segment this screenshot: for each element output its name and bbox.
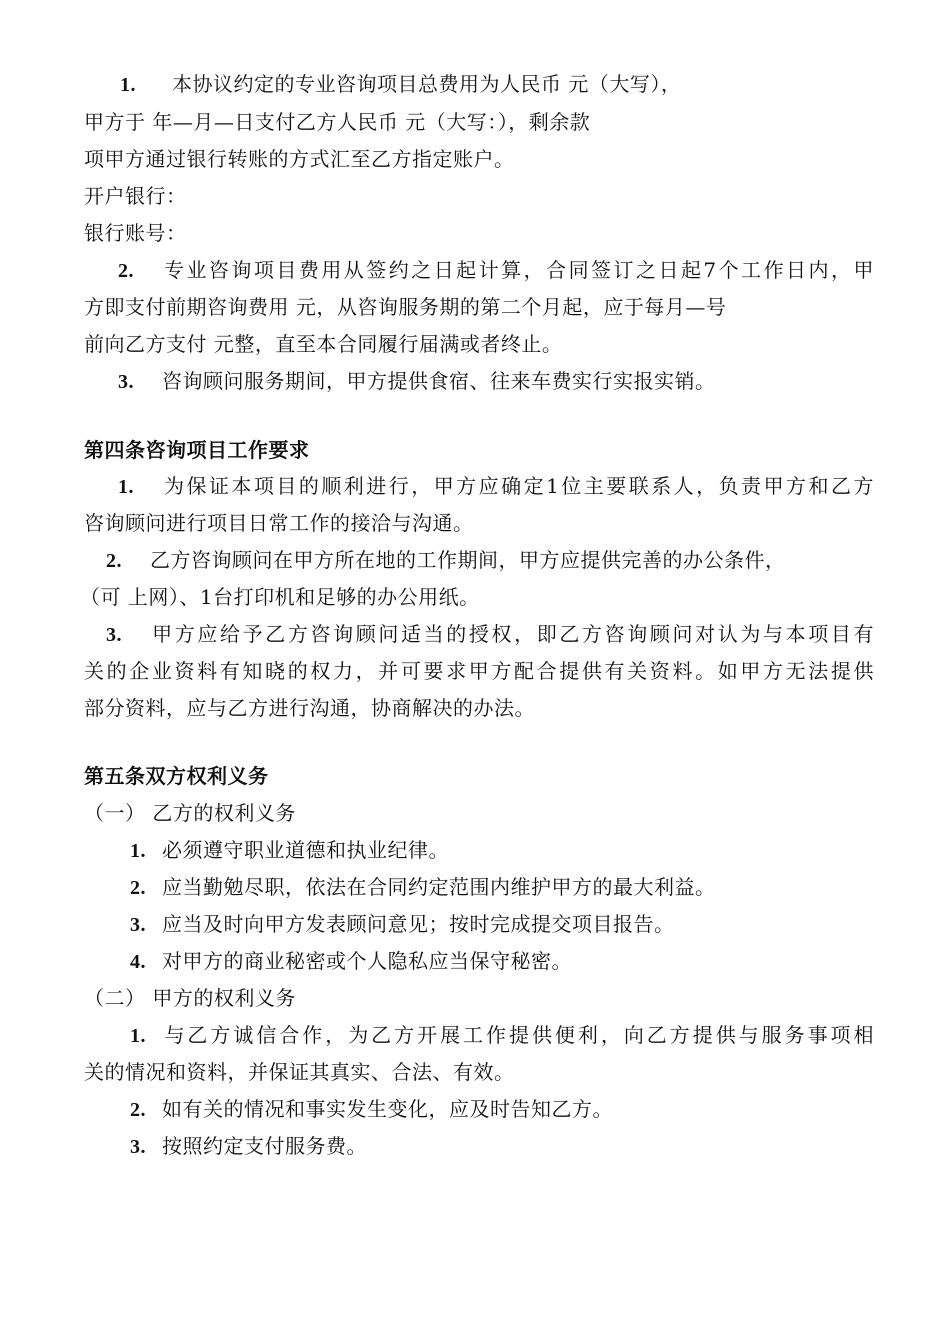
article-4-item-3-text-1: 甲方应给予乙方咨询顾问适当的授权，即乙方咨询顾问对认为与本项目有	[150, 622, 874, 646]
payment-item-1-number: 1.	[120, 74, 136, 96]
article-4-item-1-text-1: 为保证本项目的顺利进行，甲方应确定1位主要联系人，负责甲方和乙方	[162, 474, 874, 498]
party-b-item-4-number: 4.	[130, 951, 146, 973]
party-b-item-4-text: 对甲方的商业秘密或个人隐私应当保守秘密。	[162, 949, 572, 973]
party-a-item-3-number: 3.	[130, 1136, 146, 1158]
payment-item-2-line-2: 方即支付前期咨询费用 元，从咨询服务期的第二个月起，应于每月—号	[84, 295, 727, 319]
party-b-item-1-text: 必须遵守职业道德和执业纪律。	[162, 838, 449, 862]
party-b-item-3	[130, 910, 675, 939]
party-b-item-3-number: 3.	[130, 914, 146, 936]
payment-item-3-line-1	[118, 367, 716, 396]
party-a-item-3	[130, 1132, 367, 1161]
article-4-item-3-line-1	[106, 620, 874, 649]
party-b-item-2-number: 2.	[130, 877, 146, 899]
article-4-item-3-number: 3.	[106, 624, 122, 646]
party-b-item-3-text: 应当及时向甲方发表顾问意见；按时完成提交项目报告。	[162, 912, 675, 936]
party-a-item-2	[130, 1095, 613, 1124]
party-a-item-1-line-1	[130, 1021, 874, 1050]
party-a-item-2-text: 如有关的情况和事实发生变化，应及时告知乙方。	[162, 1097, 613, 1121]
bank-name-label: 开户银行：	[84, 184, 187, 208]
article-4-item-3-line-2: 关的企业资料有知晓的权力，并可要求甲方配合提供有关资料。如甲方无法提供	[84, 659, 874, 683]
payment-item-1-text-1: 本协议约定的专业咨询项目总费用为人民币 元（大写），	[172, 72, 682, 96]
article-4-item-2-line-1	[106, 546, 786, 575]
article-4-item-1-line-1	[118, 472, 874, 501]
party-a-item-1-line-2: 关的情况和资料，并保证其真实、合法、有效。	[84, 1060, 515, 1084]
party-b-item-1	[130, 836, 449, 865]
article-4-item-2-text-1: 乙方咨询顾问在甲方所在地的工作期间，甲方应提供完善的办公条件，	[150, 548, 786, 572]
party-b-duties-label: （一） 乙方的权利义务	[84, 801, 296, 825]
party-b-item-2-text: 应当勤勉尽职，依法在合同约定范围内维护甲方的最大利益。	[162, 875, 716, 899]
party-a-item-1-number: 1.	[130, 1025, 146, 1047]
article-4-item-3-line-3: 部分资料，应与乙方进行沟通，协商解决的办法。	[84, 696, 535, 720]
article-4-item-1-line-2: 咨询顾问进行项目日常工作的接洽与沟通。	[84, 511, 474, 535]
article-4-item-2-number: 2.	[106, 550, 122, 572]
article-5-heading: 第五条双方权利义务	[84, 764, 269, 788]
article-4-item-2-line-2: （可 上网）、1台打印机和足够的办公用纸。	[80, 585, 480, 609]
party-b-item-1-number: 1.	[130, 840, 146, 862]
payment-item-3-number: 3.	[118, 371, 134, 393]
party-a-duties-label: （二） 甲方的权利义务	[84, 986, 296, 1010]
party-b-item-2	[130, 873, 716, 902]
article-4-heading: 第四条咨询项目工作要求	[84, 438, 310, 462]
bank-account-label: 银行账号：	[84, 221, 187, 245]
payment-item-2-number: 2.	[118, 260, 134, 282]
payment-item-2-line-3: 前向乙方支付 元整，直至本合同履行届满或者终止。	[84, 332, 563, 356]
party-b-item-4	[130, 947, 572, 976]
payment-item-2-text-1: 专业咨询项目费用从签约之日起计算，合同签订之日起7个工作日内，甲	[162, 258, 874, 282]
party-a-item-3-text: 按照约定支付服务费。	[162, 1134, 367, 1158]
payment-item-2-line-1	[118, 256, 874, 285]
payment-item-1-line-3: 项甲方通过银行转账的方式汇至乙方指定账户。	[84, 147, 515, 171]
payment-item-1-line-1	[120, 70, 681, 99]
article-4-item-1-number: 1.	[118, 476, 134, 498]
payment-item-3-text-1: 咨询顾问服务期间，甲方提供食宿、往来车费实行实报实销。	[162, 369, 716, 393]
party-a-item-2-number: 2.	[130, 1099, 146, 1121]
payment-item-1-line-2: 甲方于 年—月—日支付乙方人民币 元（大写：），剩余款	[84, 110, 591, 134]
party-a-item-1-text-1: 与乙方诚信合作，为乙方开展工作提供便利，向乙方提供与服务事项相	[162, 1023, 874, 1047]
